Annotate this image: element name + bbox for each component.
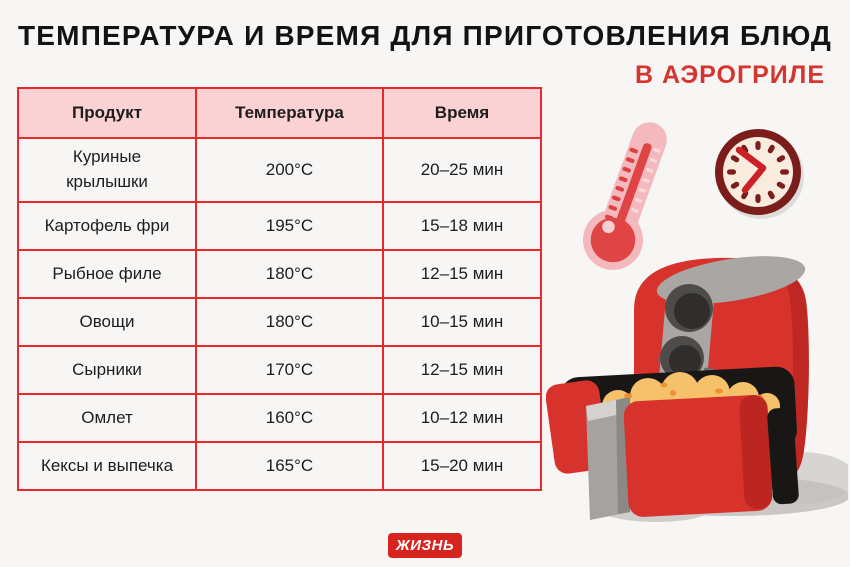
time-cell: 15–20 мин [383,442,541,490]
product-cell: Омлет [18,394,196,442]
time-cell: 12–15 мин [383,346,541,394]
table-row [18,442,541,490]
temperature-cell: 180°C [196,250,383,298]
page-subtitle: В АЭРОГРИЛЕ [634,61,825,89]
temperature-cell: 180°C [196,298,383,346]
time-cell: 10–12 мин [383,394,541,442]
table-header-row [18,88,541,138]
table-row [18,138,541,202]
product-cell: Картофель фри [18,202,196,250]
column-header-time: Время [383,88,541,138]
temperature-cell: 200°C [196,138,383,202]
time-cell: 12–15 мин [383,250,541,298]
zhizn-logo [388,533,462,558]
logo-text: ЖИЗНЬ [395,537,455,554]
table-row [18,250,541,298]
product-cell: Кексы и выпечка [18,442,196,490]
product-cell: Рыбное филе [18,250,196,298]
time-cell: 20–25 мин [383,138,541,202]
table-row [18,202,541,250]
time-cell: 15–18 мин [383,202,541,250]
product-cell: Куриные крылышки [18,138,196,202]
temperature-cell: 160°C [196,394,383,442]
temperature-cell: 170°C [196,346,383,394]
cooking-table [17,87,542,491]
column-header-product: Продукт [18,88,196,138]
page-title: ТЕМПЕРАТУРА И ВРЕМЯ ДЛЯ ПРИГОТОВЛЕНИЯ БЛЮД [18,20,832,51]
table-row [18,346,541,394]
air-fryer-illustration [546,246,848,534]
table-body [18,138,541,490]
temperature-cell: 195°C [196,202,383,250]
temperature-cell: 165°C [196,442,383,490]
table-row [18,394,541,442]
product-cell: Сырники [18,346,196,394]
product-cell: Овощи [18,298,196,346]
time-cell: 10–15 мин [383,298,541,346]
table-row [18,298,541,346]
clock-icon [710,124,806,220]
column-header-temperature: Температура [196,88,383,138]
